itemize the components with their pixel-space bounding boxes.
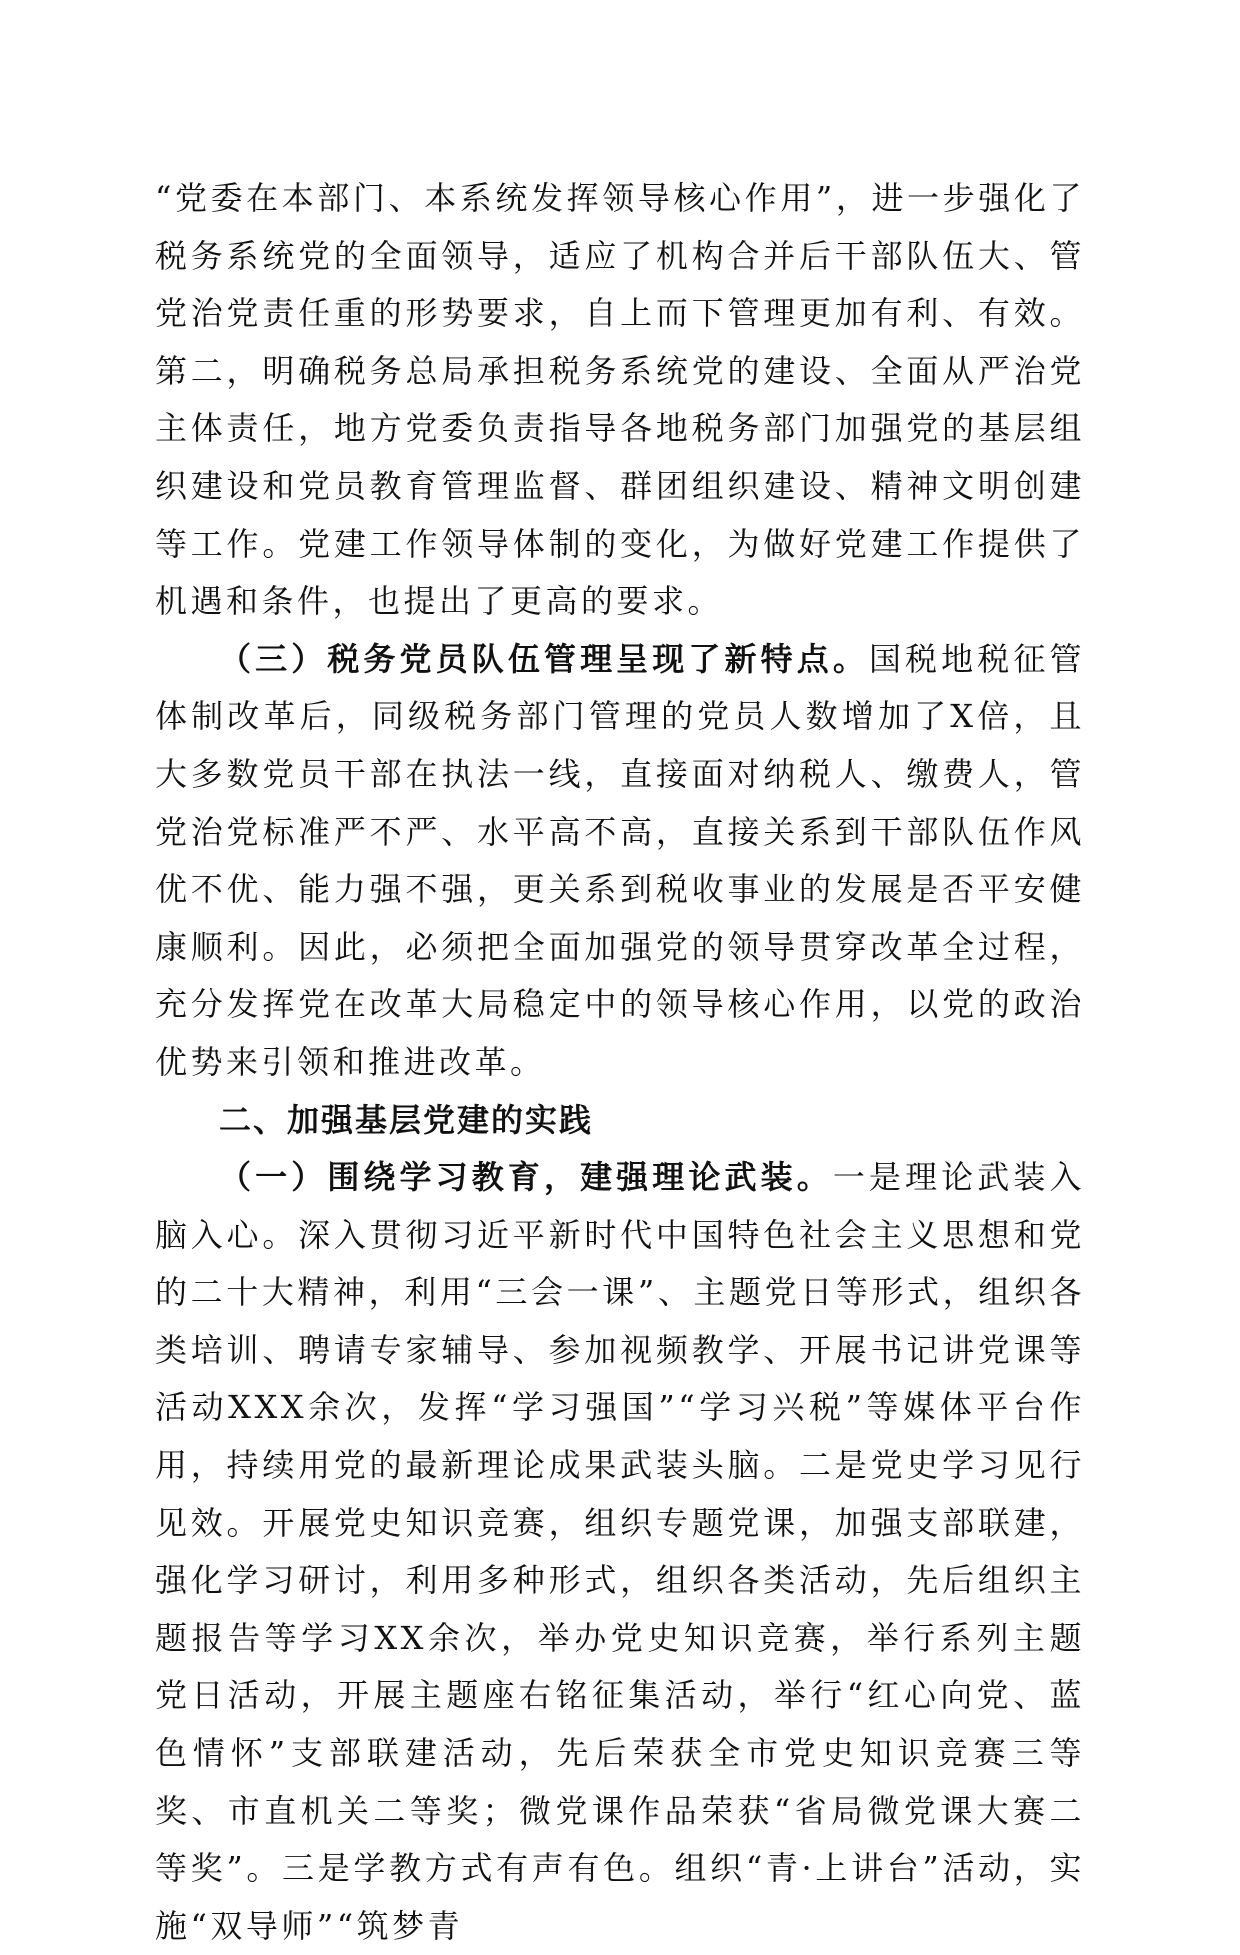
- section-3-lead: （三）税务党员队伍管理呈现了新特点。: [219, 639, 869, 678]
- paragraph-subsection-1: [155, 1149, 1085, 1955]
- subsection-1-lead: （一）围绕学习教育，建强理论武装。: [219, 1158, 833, 1197]
- section-3-body: 国税地税征管体制改革后，同级税务部门管理的党员人数增加了X倍，且大多数党员干部在执法一线，直接面对纳税人、缴费人，管党治党标准严不严、水平高不高，直接关系到干部队伍作风优不优、能力强不强，更关系到税收事业的发展是否平安健康顺利。因此，必须把全面加强党的领导贯穿改革全过程，充分发挥党在改革大局稳定中的领导核心作用，以党的政治优势来引领和推进改革。: [155, 639, 1085, 1081]
- paragraph-section-3: [155, 631, 1085, 1092]
- paragraph-continued: “党委在本部门、本系统发挥领导核心作用”，进一步强化了税务系统党的全面领导，适应了机构合并后干部队伍大、管党治党责任重的形势要求，自上而下管理更加有利、有效。第二，明确税务总局承担税务系统党的建设、全面从严治党主体责任，地方党委负责指导各地税务部门加强党的基层组织建设和党员教育管理监督、群团组织建设、精神文明创建等工作。党建工作领导体制的变化，为做好党建工作提供了机遇和条件，也提出了更高的要求。: [155, 179, 1085, 621]
- section-heading-2: 二、加强基层党建的实践: [219, 1100, 594, 1139]
- subsection-1-body: 一是理论武装入脑入心。深入贯彻习近平新时代中国特色社会主义思想和党的二十大精神，利用“三会一课”、主题党日等形式，组织各类培训、聘请专家辅导、参加视频教学、开展书记讲党课等活动XXX余次，发挥“学习强国”“学习兴税”等媒体平台作用，持续用党的最新理论成果武装头脑。二是党史学习见行见效。开展党史知识竞赛，组织专题党课，加强支部联建，强化学习研讨，利用多种形式，组织各类活动，先后组织主题报告等学习XX余次，举办党史知识竞赛，举行系列主题党日活动，开展主题座右铭征集活动，举行“红心向党、蓝色情怀”支部联建活动，先后荣获全市党史知识竞赛三等奖、市直机关二等奖；微党课作品荣获“省局微党课大赛二等奖”。三是学教方式有声有色。组织“青·上讲台”活动，实施“双导师”“筑梦青: [155, 1158, 1085, 1945]
- document-page: [155, 170, 1085, 1955]
